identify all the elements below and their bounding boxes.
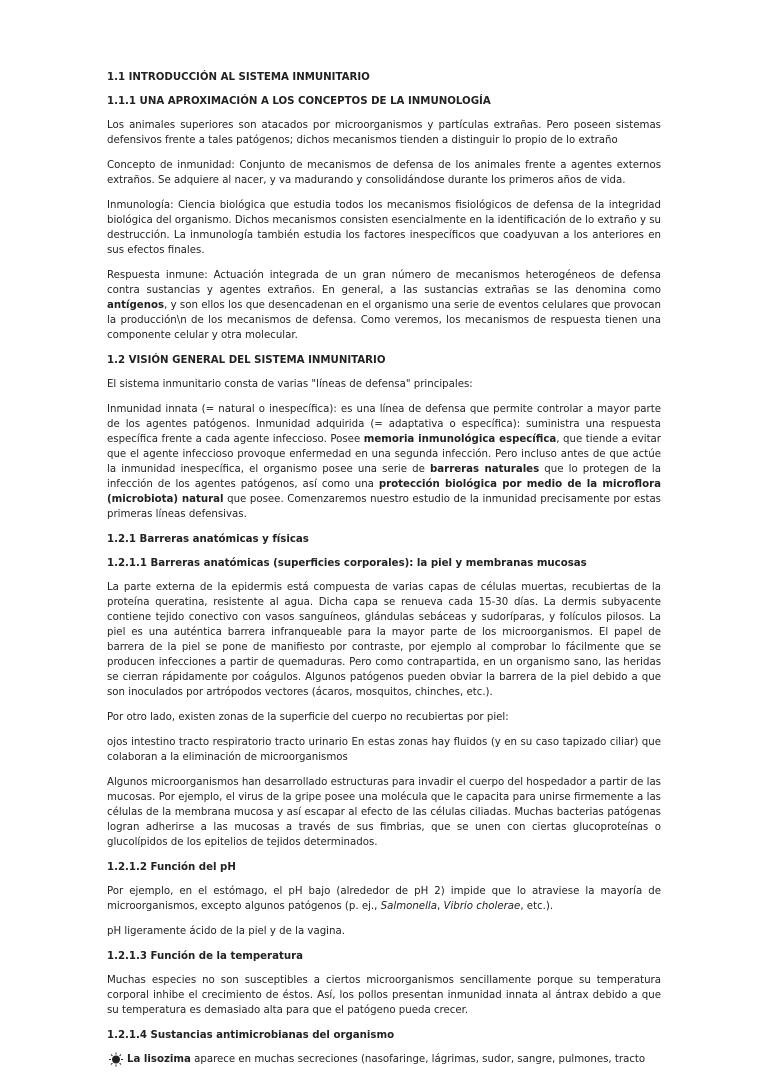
paragraph-zonas: Por otro lado, existen zonas de la superficie del cuerpo no recubiertas por piel: xyxy=(107,712,509,723)
term-lisozima: La lisozima xyxy=(127,1054,191,1065)
paragraph-lisozima: La lisozima aparece en muchas secreciones (nasofaringe, lágrimas, sudor, sangre, pulmones, tracto xyxy=(107,1052,661,1067)
paragraph-fluidos: ojos intestino tracto respiratorio tracto urinario En estas zonas hay fluidos (y en su caso tapizado ciliar) que colaboran a la eliminación de microorganismos xyxy=(107,737,661,763)
paragraph-ph-piel: pH ligeramente ácido de la piel y de la vagina. xyxy=(107,926,345,937)
paragraph-ph: Por ejemplo, en el estómago, el pH bajo (alrededor de pH 2) impide que lo atraviese la mayoría de microorganismos, excepto algunos patógenos (p. ej., Salmonella, Vibrio cholerae, etc.). xyxy=(107,886,661,912)
paragraph-inmunologia: Inmunología: Ciencia biológica que estudia todos los mecanismos fisiológicos de defensa de la integridad biológica del organismo. Dichos mecanismos consisten esencialmente en la identificación de lo extraño y su destrucción. La inmunología también estudia los factores inespecíficos que coadyuvan a los anteriores en sus efectos finales. xyxy=(107,200,661,256)
term-antigenos: antígenos xyxy=(107,300,165,311)
heading-1-2: 1.2 VISIÓN GENERAL DEL SISTEMA INMUNITARIO xyxy=(107,355,386,366)
paragraph-inmunidad: Concepto de inmunidad: Conjunto de mecanismos de defensa de los animales frente a agentes externos extraños. Se adquiere al nacer, y va madurando y consolidándose durante los primeros años de vida. xyxy=(107,160,661,186)
paragraph-epidermis: La parte externa de la epidermis está compuesta de varias capas de células muertas, recubiertas de la proteína queratina, resistente al agua. Dicha capa se renueva cada 15-30 días. La dermis subyacente contiene tejido conectivo con vasos sanguíneos, glándulas sebáceas y sudoríparas, y folículos pilosos. La piel es una auténtica barrera infranqueable para la mayor parte de los microorganismos. El papel de barrera de la piel se pone de manifiesto por contraste, por ejemplo al comprobar lo fácilmente que se producen infecciones a partir de quemaduras. Pero como contrapartida, en un organismo sano, las heridas se cierran rápidamente por coágulos. Algunos patógenos pueden obviar la barrera de la piel debido a que son inoculados por artrópodos vectores (ácaros, mosquitos, chinches, etc.). xyxy=(107,582,661,698)
heading-1-1: 1.1 INTRODUCCIÓN AL SISTEMA INMUNITARIO xyxy=(107,72,370,83)
document-page xyxy=(107,70,661,1077)
heading-1-2-1: 1.2.1 Barreras anatómicas y físicas xyxy=(107,534,309,545)
heading-1-2-1-1: 1.2.1.1 Barreras anatómicas (superficies corporales): la piel y membranas mucosas xyxy=(107,558,587,569)
heading-1-2-1-2: 1.2.1.2 Función del pH xyxy=(107,862,236,873)
heading-1-2-1-4: 1.2.1.4 Sustancias antimicrobianas del organismo xyxy=(107,1030,395,1041)
paragraph-mucosas: Algunos microorganismos han desarrollado estructuras para invadir el cuerpo del hospedador a partir de las mucosas. Por ejemplo, el virus de la gripe posee una molécula que le capacita para unirse firmemente a las células de la membrana mucosa y así escapar al efecto de las células ciliadas. Muchas bacterias patógenas logran adherirse a las mucosas a través de sus fimbrias, que se unen con ciertas glucoproteínas o glucolípidos de los epitelios de tejidos determinados. xyxy=(107,777,661,848)
heading-1-1-1: 1.1.1 UNA APROXIMACIÓN A LOS CONCEPTOS DE LA INMUNOLOGÍA xyxy=(107,96,491,107)
paragraph-inmunidad-innata: Inmunidad innata (= natural o inespecífica): es una línea de defensa que permite controlar a mayor parte de los agentes patógenos. Inmunidad adquirida (= adaptativa o específica): suministra una respuesta específica frente a cada agente infeccioso. Posee memoria inmunológica específica, que tiende a evitar que el agente infeccioso provoque enfermedad en una segunda infección. Pero incluso antes de que actúe la inmunidad inespecífica, el organismo posee una serie de barreras naturales que lo protegen de la infección de los agentes patógenos, así como una protección biológica por medio de la microflora (microbiota) natural que posee. Comenzaremos nuestro estudio de la inmunidad precisamente por estas primeras líneas defensivas. xyxy=(107,404,661,520)
sun-bullet-icon xyxy=(107,1052,125,1067)
paragraph-respuesta-inmune: Respuesta inmune: Actuación integrada de un gran número de mecanismos heterogéneos de defensa contra sustancias y agentes extraños. En general, a las sustancias extrañas se las denomina como antígenos, y son ellos los que desencadenan en el organismo una serie de eventos celulares que provocan la producción\n de los mecanismos de defensa. Como veremos, los mecanismos de respuesta tienen una componente celular y otra molecular. xyxy=(107,270,661,341)
paragraph-intro: Los animales superiores son atacados por microorganismos y partículas extrañas. Pero poseen sistemas defensivos frente a tales patógenos; dichos mecanismos tienden a distinguir lo propio de lo extraño xyxy=(107,120,661,146)
paragraph-temperatura: Muchas especies no son susceptibles a ciertos microorganismos sencillamente porque su temperatura corporal inhibe el crecimiento de éstos. Así, los pollos presentan inmunidad innata al ántrax debido a que su temperatura es demasiado alta para que el patógeno pueda crecer. xyxy=(107,975,661,1016)
heading-1-2-1-3: 1.2.1.3 Función de la temperatura xyxy=(107,951,303,962)
paragraph-lineas: El sistema inmunitario consta de varias "líneas de defensa" principales: xyxy=(107,379,473,390)
